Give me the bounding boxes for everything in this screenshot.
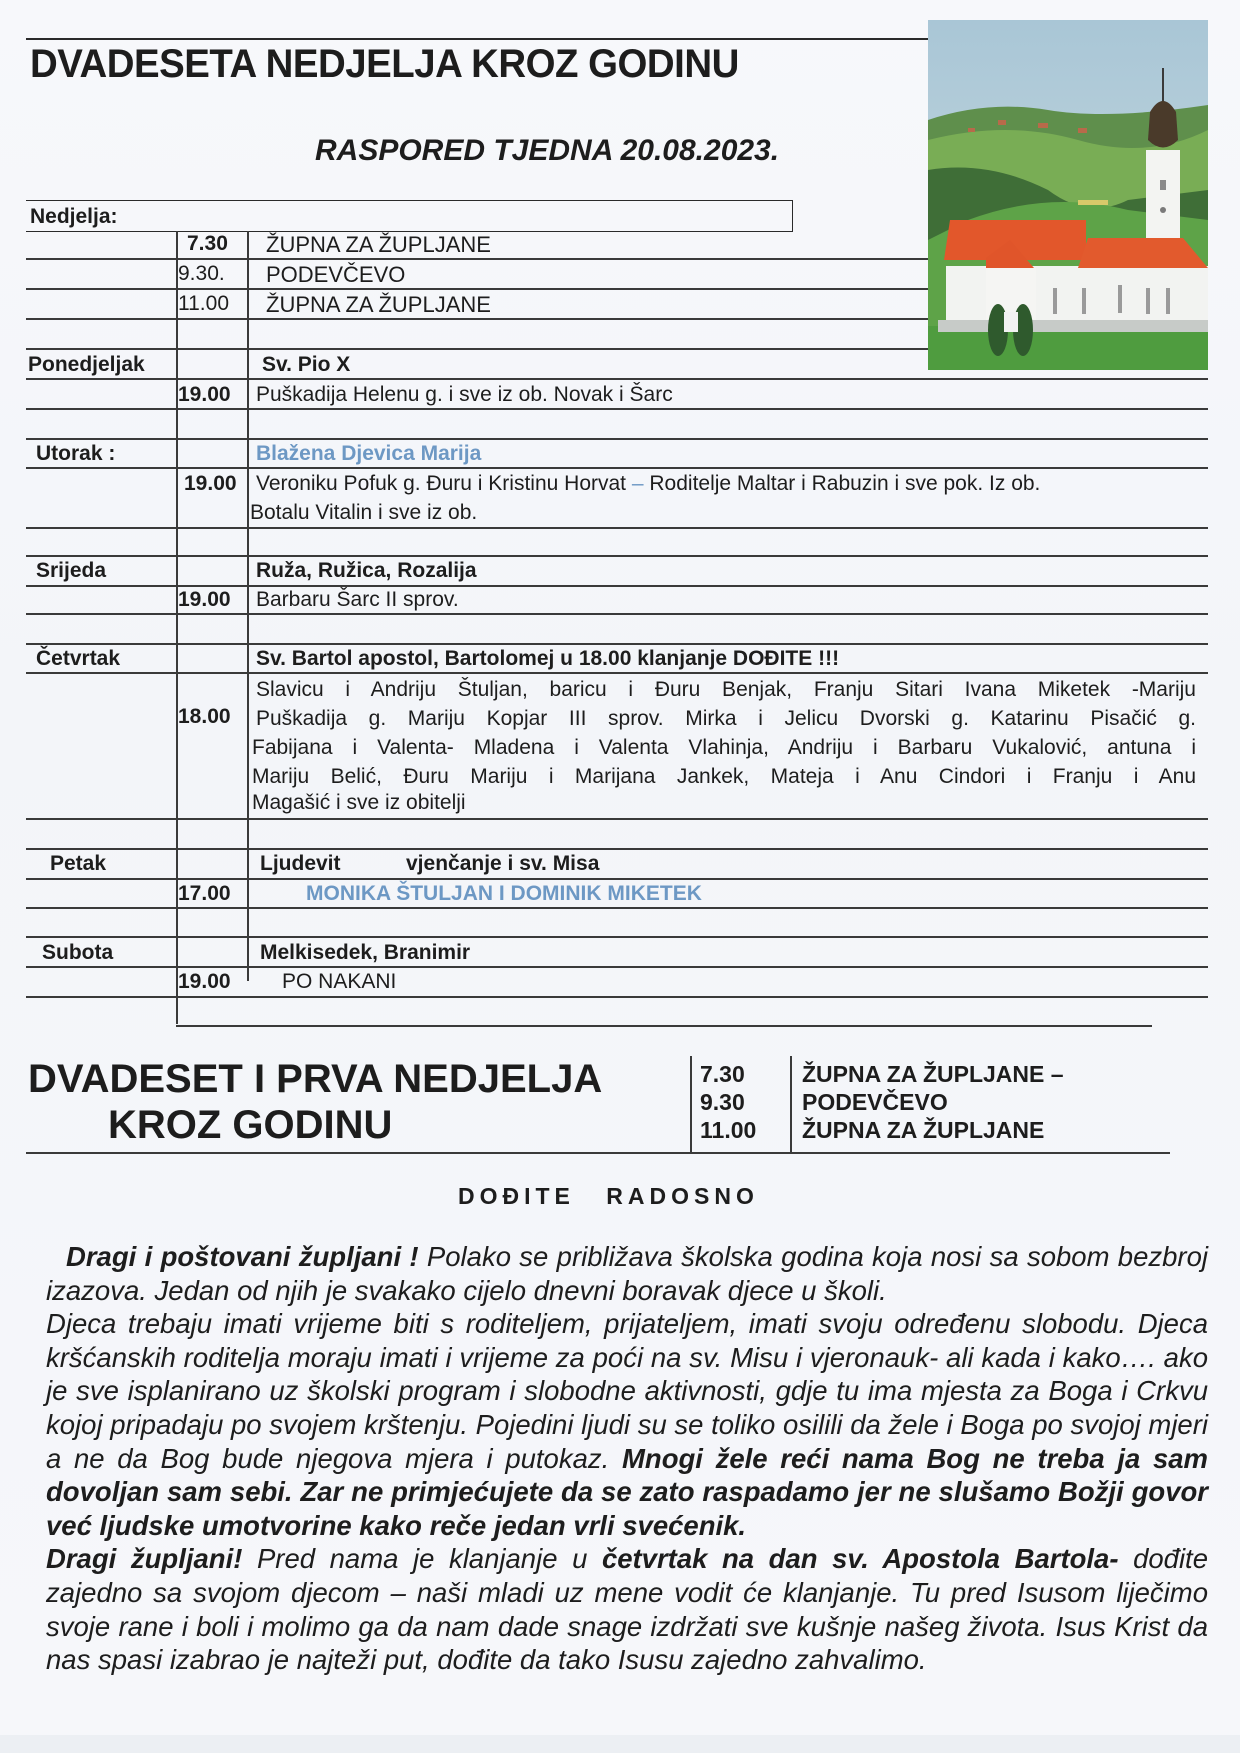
- day-label-petak: Petak: [50, 852, 107, 875]
- day-label-utorak: Utorak :: [36, 442, 116, 465]
- row-line: [26, 408, 1208, 410]
- mass-intention-line: Fabijana i Valenta- Mladena i Valenta Vlahinja, Andriju i Barbaru Vukalović, antuna i: [252, 736, 1196, 759]
- letter-greeting: Dragi župljani!: [46, 1543, 243, 1575]
- mass-time: 19.00: [184, 472, 237, 495]
- mass-time: 19.00: [178, 588, 231, 611]
- next-mass-time: 11.00: [700, 1117, 757, 1143]
- day-label-ponedjeljak: Ponedjeljak: [28, 353, 145, 376]
- dash-separator: –: [390, 1576, 406, 1608]
- row-line: [26, 555, 1208, 557]
- row-line: [26, 438, 1208, 440]
- day-label-cetvrtak: Četvrtak: [36, 647, 121, 670]
- next-mass-time: 7.30: [700, 1061, 745, 1087]
- row-line: [26, 348, 928, 350]
- row-line: [26, 996, 1208, 998]
- letter-emphasis: Mnogi žele reći nama Bog ne treba ja sam dovoljan sam sebi. Zar ne primjećujete da se zato raspadamo jer ne slušamo Božji govor već ljudske umotvorine kako reče jedan vrli svećenik.: [46, 1442, 1208, 1541]
- letter-emphasis: četvrtak na dan sv. Apostola Bartola-: [601, 1543, 1119, 1575]
- mass-intention-line: Puškadija g. Mariju Kopjar III sprov. Mirka i Jelicu Dvorski g. Katarinu Pisačić g.: [256, 707, 1196, 730]
- header-rule-top: [26, 38, 928, 40]
- next-sunday-divider: [790, 1056, 792, 1152]
- mass-time: 18.00: [178, 705, 231, 728]
- day-label-srijeda: Srijeda: [36, 559, 107, 582]
- mass-intention: PO NAKANI: [282, 970, 397, 993]
- letter-text: dođite zajedno sa svojom djecom: [46, 1543, 1208, 1608]
- row-line: [26, 258, 928, 260]
- mass-intention: PODEVČEVO: [266, 262, 406, 287]
- mass-intention: [256, 472, 1040, 496]
- day-label-subota: Subota: [42, 941, 114, 964]
- next-sunday-title-line1: DVADESET I PRVA NEDJELJA: [28, 1057, 603, 1101]
- saint-of-day: Melkisedek, Branimir: [260, 941, 471, 964]
- letter-text: naši mladi uz mene vodit će klanjanje. Tu pred Isusom liječimo svoje rane i boli i molimo ga da nam dade snage izdržati sve kušnje našeg života. Isus Krist da nas spasi izabrao je najteži put, dođite da tako Isusu zajedno zahvalimo.: [46, 1576, 1208, 1676]
- pastor-letter: [46, 1240, 1208, 1677]
- letter-text: Polako se približava školska godina koja nosi sa sobom bezbroj izazova. Jedan od njih je svakako cijelo dnevni boravak djece u školi.: [46, 1241, 1208, 1306]
- mass-intention-line: Mariju Belić, Đuru Mariju i Marijana Jankek, Mateja i Anu Cindori i Franju i Anu: [252, 765, 1196, 788]
- scan-bottom-strip: [0, 1735, 1240, 1753]
- row-line: [26, 527, 1208, 529]
- mass-time: 19.00: [178, 383, 231, 406]
- page-title: DVADESETA NEDJELJA KROZ GODINU: [30, 42, 739, 86]
- mass-intention: Puškadija Helenu g. i sve iz ob. Novak i Šarc: [256, 383, 673, 406]
- mass-time: 9.30.: [178, 262, 225, 285]
- next-sunday-title-line2: KROZ GODINU: [108, 1103, 393, 1147]
- row-line: [26, 613, 1208, 615]
- mass-time: 7.30: [187, 232, 228, 255]
- row-line: [26, 848, 1208, 850]
- mass-time: 17.00: [178, 882, 231, 905]
- next-mass-text: ŽUPNA ZA ŽUPLJANE –: [802, 1061, 1064, 1087]
- row-line: [26, 672, 1208, 674]
- mass-intention: Barbaru Šarc II sprov.: [256, 588, 459, 611]
- wedding-couple: MONIKA ŠTULJAN I DOMINIK MIKETEK: [306, 882, 702, 905]
- row-line: [26, 878, 1208, 880]
- day-label-nedjelja: Nedjelja:: [30, 205, 118, 228]
- table-bottom-line: [176, 1025, 1152, 1027]
- table-column-divider-text: [247, 231, 249, 981]
- row-line: [26, 585, 1208, 587]
- mass-intention: ŽUPNA ZA ŽUPLJANE: [266, 292, 491, 317]
- saint-of-day: Sv. Bartol apostol, Bartolomej u 18.00 klanjanje DOĐITE !!!: [256, 647, 840, 670]
- row-line: [26, 966, 1208, 968]
- next-mass-text: ŽUPNA ZA ŽUPLJANE: [802, 1117, 1045, 1143]
- church-illustration: [928, 20, 1208, 370]
- mass-time: 19.00: [178, 970, 231, 993]
- next-mass-time: 9.30: [700, 1089, 745, 1115]
- message-heading: DOĐITE RADOSNO: [458, 1183, 759, 1209]
- saint-of-day: Sv. Pio X: [262, 353, 351, 376]
- row-line: [26, 643, 1208, 645]
- row-line: [26, 467, 1208, 469]
- next-sunday-rule: [26, 1152, 1170, 1154]
- row-line: [26, 378, 1208, 380]
- letter-text: Pred nama je klanjanje u: [242, 1543, 602, 1575]
- mass-time: 11.00: [178, 292, 229, 315]
- row-line: [26, 318, 928, 320]
- row-line: [26, 288, 928, 290]
- intention-part: Veroniku Pofuk g. Đuru i Kristinu Horvat: [256, 472, 627, 495]
- week-schedule-subtitle: RASPORED TJEDNA 20.08.2023.: [315, 134, 780, 167]
- saint-of-day: Blažena Djevica Marija: [256, 442, 482, 465]
- saint-of-day: Ljudevit: [260, 852, 341, 875]
- dash-separator: –: [626, 472, 650, 495]
- mass-intention-line: Magašić i sve iz obitelji: [252, 791, 466, 814]
- mass-intention: [266, 232, 491, 258]
- sunday-header-box: [26, 200, 793, 232]
- mass-intention-line: Slavicu i Andriju Štuljan, baricu i Đuru Benjak, Franju Sitari Ivana Miketek -Mariju: [256, 678, 1196, 701]
- church-photo: [928, 20, 1208, 370]
- letter-greeting: Dragi i poštovani župljani !: [66, 1241, 419, 1272]
- letter-text: Djeca trebaju imati vrijeme biti s roditeljem, prijateljem, imati svoju određenu slobodu. Djeca kršćanskih roditelja moraju imati i vrijeme za poći na sv. Misu i vjeronauk- ali kada i kako…. ako je sve isplanirano uz školski program i slobodne aktivnosti, gdje tu ima mjesta za Boga i Crkvu kojoj pripadaju po svojem krštenju. Pojedini ljudi su se toliko osilili da žele i Boga po svojoj mjeri a ne da Bog bude njegova mjera i putokaz.: [46, 1308, 1208, 1474]
- row-line: [26, 818, 1208, 820]
- next-sunday-divider: [690, 1056, 692, 1152]
- intention-part: Roditelje Maltar i Rabuzin i sve pok. Iz ob.: [649, 472, 1041, 495]
- row-line: [26, 936, 1208, 938]
- mass-intention-continued: Botalu Vitalin i sve iz ob.: [250, 501, 478, 524]
- saint-note: vjenčanje i sv. Misa: [406, 852, 600, 875]
- row-line: [26, 907, 1208, 909]
- mass-intention-text: ŽUPNA ZA ŽUPLJANE: [266, 232, 491, 257]
- saint-of-day: Ruža, Ružica, Rozalija: [256, 559, 477, 582]
- next-mass-text: PODEVČEVO: [802, 1089, 948, 1115]
